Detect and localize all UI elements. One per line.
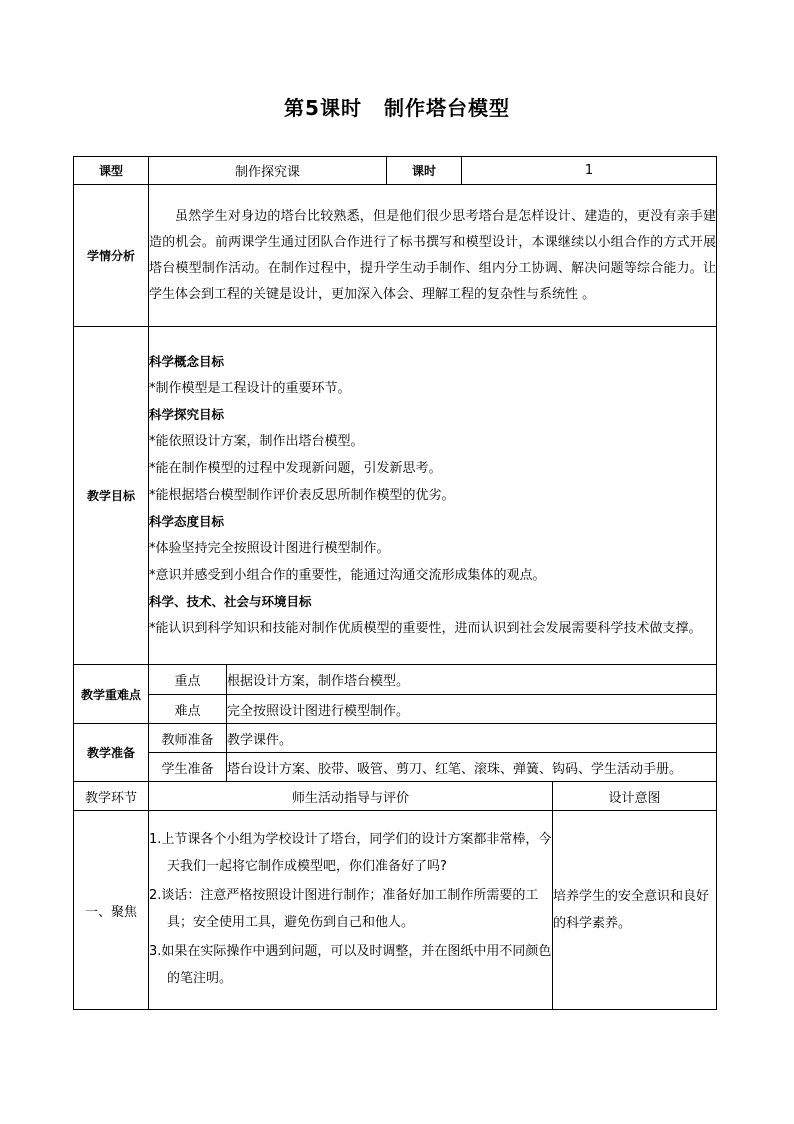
activity-step: 3.如果在实际操作中遇到问题，可以及时调整，并在图纸中用不同颜色的笔注明。 (149, 944, 552, 986)
student-prep-row (74, 753, 717, 782)
activity-step: 1.上节课各个小组为学校设计了塔台，同学们的设计方案都非常棒，今天我们一起将它制作成模型吧，你们准备好了吗? (149, 832, 552, 874)
stage-header: 教学环节 (74, 782, 149, 811)
type-value: 制作探究课 (149, 157, 387, 185)
goal-item: *能依照设计方案，制作出塔台模型。 (149, 434, 364, 449)
analysis-label: 学情分析 (74, 185, 149, 327)
focus-text: 根据设计方案，制作塔台模型。 (227, 665, 717, 695)
difficulty-text: 完全按照设计图进行模型制作。 (227, 695, 717, 724)
goal-item: *能在制作模型的过程中发现新问题，引发新思考。 (149, 461, 442, 476)
student-prep-label: 学生准备 (149, 753, 227, 782)
teacher-prep-text: 教学课件。 (227, 724, 717, 753)
hours-label: 课时 (387, 157, 462, 185)
activity-header: 师生活动指导与评价 (149, 782, 553, 811)
process-header-row (74, 782, 717, 811)
stage-name: 一、聚焦 (74, 811, 149, 1010)
focus-label: 重点 (149, 665, 227, 695)
goal-item: *能认识到科学知识和技能对制作优质模型的重要性，进而认识到社会发展需要科学技术做支撑。 (149, 621, 702, 636)
goal-heading-stse: 科学、技术、社会与环境目标 (149, 594, 312, 609)
student-prep-text: 塔台设计方案、胶带、吸管、剪刀、红笔、滚珠、弹簧、钩码、学生活动手册。 (227, 753, 717, 782)
difficulty-label: 难点 (149, 695, 227, 724)
goals-row (74, 327, 717, 665)
analysis-text: 虽然学生对身边的塔台比较熟悉，但是他们很少思考塔台是怎样设计、建造的，更没有亲手建造的机会。前两课学生通过团队合作进行了标书撰写和模型设计，本课继续以小组合作的方式开展塔台模型制作活动。在制作过程中，提升学生动手制作、组内分工协调、解决问题等综合能力。让学生体会到工程的关键是设计，更加深入体会、理解工程的复杂性与系统性 。 (149, 185, 717, 327)
key-points-label: 教学重难点 (74, 665, 149, 724)
prep-label: 教学准备 (74, 724, 149, 782)
goal-heading-attitude: 科学态度目标 (149, 514, 225, 529)
goal-item: *意识并感受到小组合作的重要性，能通过沟通交流形成集体的观点。 (149, 568, 546, 583)
goals-label: 教学目标 (74, 327, 149, 665)
goal-heading-concept: 科学概念目标 (149, 354, 225, 369)
goal-item: *能根据塔台模型制作评价表反思所制作模型的优劣。 (149, 488, 455, 503)
difficulty-row (74, 695, 717, 724)
lesson-name: 制作塔台模型 (383, 96, 510, 120)
goal-heading-inquiry: 科学探究目标 (149, 407, 225, 422)
stage-intent: 培养学生的安全意识和良好的科学素养。 (553, 811, 717, 1010)
analysis-row (74, 185, 717, 327)
goal-item: *体验坚持完全按照设计图进行模型制作。 (149, 541, 390, 556)
goals-content (149, 327, 717, 665)
page-title (0, 92, 794, 121)
activity-step: 2.谈话：注意严格按照设计图进行制作；准备好加工制作所需要的工具；安全使用工具，避免伤到自己和他人。 (149, 888, 539, 930)
focus-row (74, 665, 717, 695)
stage-activities (149, 811, 553, 1010)
teacher-prep-label: 教师准备 (149, 724, 227, 753)
teacher-prep-row (74, 724, 717, 753)
stage-row (74, 811, 717, 1010)
lesson-plan-table (73, 156, 717, 1010)
goal-item: *制作模型是工程设计的重要环节。 (149, 381, 351, 396)
header-row (74, 157, 717, 185)
hours-value: 1 (462, 157, 717, 185)
lesson-number: 第5课时 (284, 96, 362, 120)
type-label: 课型 (74, 157, 149, 185)
intent-header: 设计意图 (553, 782, 717, 811)
